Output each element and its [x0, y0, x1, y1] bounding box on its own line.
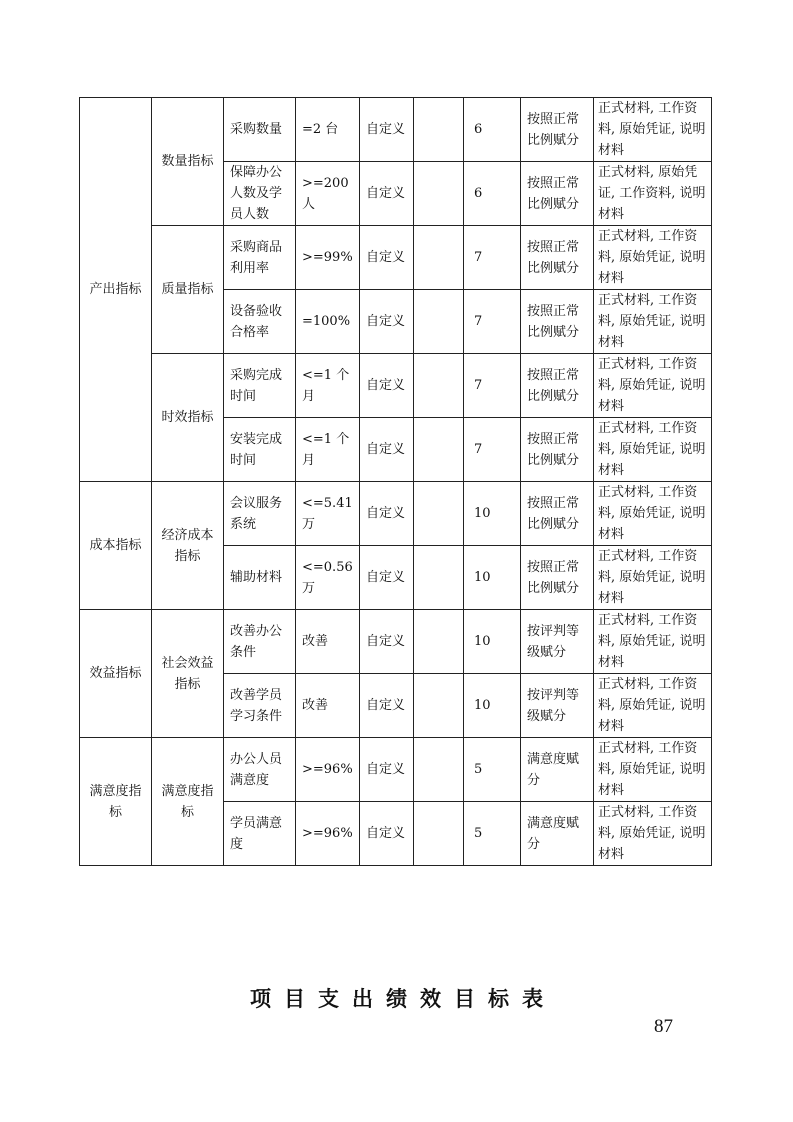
target-value-cell: >=96%	[296, 802, 360, 866]
indicator-nature-cell: 自定义	[360, 738, 414, 802]
level2-indicator-cell: 社会效益指标	[152, 610, 224, 738]
target-value-cell: >=96%	[296, 738, 360, 802]
scoring-method-cell: 按照正常比例赋分	[521, 354, 594, 418]
scoring-method-cell: 按照正常比例赋分	[521, 226, 594, 290]
score-cell: 7	[464, 354, 521, 418]
score-cell: 5	[464, 738, 521, 802]
evidence-cell: 正式材料, 工作资料, 原始凭证, 说明材料	[594, 802, 712, 866]
evidence-cell: 正式材料, 工作资料, 原始凭证, 说明材料	[594, 354, 712, 418]
blank-cell	[414, 674, 464, 738]
evidence-cell: 正式材料, 工作资料, 原始凭证, 说明材料	[594, 610, 712, 674]
target-value-cell: <=1 个月	[296, 354, 360, 418]
indicator-nature-cell: 自定义	[360, 482, 414, 546]
table-row	[80, 738, 712, 802]
indicator-name-cell: 保障办公人数及学员人数	[224, 162, 296, 226]
table-row	[80, 98, 712, 162]
scoring-method-cell: 满意度赋分	[521, 802, 594, 866]
document-title: 项目支出绩效目标表	[250, 987, 556, 1011]
blank-cell	[414, 162, 464, 226]
score-cell: 10	[464, 674, 521, 738]
indicator-nature-cell: 自定义	[360, 610, 414, 674]
level2-indicator-cell: 质量指标	[152, 226, 224, 354]
score-cell: 5	[464, 802, 521, 866]
scoring-method-cell: 满意度赋分	[521, 738, 594, 802]
score-cell: 7	[464, 226, 521, 290]
indicator-name-cell: 办公人员满意度	[224, 738, 296, 802]
target-value-cell: <=1 个月	[296, 418, 360, 482]
indicator-name-cell: 改善办公条件	[224, 610, 296, 674]
target-value-cell: <=0.56 万	[296, 546, 360, 610]
blank-cell	[414, 290, 464, 354]
blank-cell	[414, 482, 464, 546]
indicator-nature-cell: 自定义	[360, 226, 414, 290]
indicator-name-cell: 安装完成时间	[224, 418, 296, 482]
indicator-nature-cell: 自定义	[360, 98, 414, 162]
blank-cell	[414, 802, 464, 866]
indicator-name-cell: 设备验收合格率	[224, 290, 296, 354]
indicator-nature-cell: 自定义	[360, 802, 414, 866]
indicator-nature-cell: 自定义	[360, 418, 414, 482]
score-cell: 7	[464, 290, 521, 354]
scoring-method-cell: 按照正常比例赋分	[521, 546, 594, 610]
blank-cell	[414, 354, 464, 418]
indicator-name-cell: 会议服务系统	[224, 482, 296, 546]
indicator-name-cell: 学员满意度	[224, 802, 296, 866]
score-cell: 10	[464, 546, 521, 610]
score-cell: 6	[464, 162, 521, 226]
target-value-cell: 改善	[296, 674, 360, 738]
indicator-nature-cell: 自定义	[360, 354, 414, 418]
scoring-method-cell: 按照正常比例赋分	[521, 482, 594, 546]
blank-cell	[414, 610, 464, 674]
indicator-name-cell: 采购完成时间	[224, 354, 296, 418]
performance-indicator-table	[79, 97, 712, 866]
evidence-cell: 正式材料, 工作资料, 原始凭证, 说明材料	[594, 482, 712, 546]
level1-indicator-cell: 满意度指标	[80, 738, 152, 866]
scoring-method-cell: 按照正常比例赋分	[521, 418, 594, 482]
level1-indicator-cell: 效益指标	[80, 610, 152, 738]
indicator-name-cell: 辅助材料	[224, 546, 296, 610]
indicator-nature-cell: 自定义	[360, 290, 414, 354]
evidence-cell: 正式材料, 工作资料, 原始凭证, 说明材料	[594, 738, 712, 802]
indicator-name-cell: 改善学员学习条件	[224, 674, 296, 738]
evidence-cell: 正式材料, 原始凭证, 工作资料, 说明材料	[594, 162, 712, 226]
blank-cell	[414, 738, 464, 802]
scoring-method-cell: 按照正常比例赋分	[521, 290, 594, 354]
target-value-cell: 改善	[296, 610, 360, 674]
evidence-cell: 正式材料, 工作资料, 原始凭证, 说明材料	[594, 290, 712, 354]
table-row	[80, 226, 712, 290]
table-row	[80, 482, 712, 546]
table-row	[80, 354, 712, 418]
evidence-cell: 正式材料, 工作资料, 原始凭证, 说明材料	[594, 674, 712, 738]
score-cell: 10	[464, 610, 521, 674]
indicator-nature-cell: 自定义	[360, 162, 414, 226]
level1-indicator-cell: 产出指标	[80, 98, 152, 482]
indicator-name-cell: 采购商品利用率	[224, 226, 296, 290]
level2-indicator-cell: 数量指标	[152, 98, 224, 226]
evidence-cell: 正式材料, 工作资料, 原始凭证, 说明材料	[594, 226, 712, 290]
blank-cell	[414, 98, 464, 162]
scoring-method-cell: 按照正常比例赋分	[521, 162, 594, 226]
indicator-name-cell: 采购数量	[224, 98, 296, 162]
level1-indicator-cell: 成本指标	[80, 482, 152, 610]
page-number: 87	[654, 1016, 673, 1037]
target-value-cell: >=200 人	[296, 162, 360, 226]
blank-cell	[414, 418, 464, 482]
evidence-cell: 正式材料, 工作资料, 原始凭证, 说明材料	[594, 418, 712, 482]
score-cell: 7	[464, 418, 521, 482]
evidence-cell: 正式材料, 工作资料, 原始凭证, 说明材料	[594, 546, 712, 610]
target-value-cell: >=99%	[296, 226, 360, 290]
level2-indicator-cell: 时效指标	[152, 354, 224, 482]
scoring-method-cell: 按评判等级赋分	[521, 674, 594, 738]
scoring-method-cell: 按评判等级赋分	[521, 610, 594, 674]
table-body	[80, 98, 712, 866]
score-cell: 10	[464, 482, 521, 546]
level2-indicator-cell: 满意度指标	[152, 738, 224, 866]
evidence-cell: 正式材料, 工作资料, 原始凭证, 说明材料	[594, 98, 712, 162]
indicator-nature-cell: 自定义	[360, 674, 414, 738]
target-value-cell: =2 台	[296, 98, 360, 162]
blank-cell	[414, 546, 464, 610]
scoring-method-cell: 按照正常比例赋分	[521, 98, 594, 162]
level2-indicator-cell: 经济成本指标	[152, 482, 224, 610]
indicator-nature-cell: 自定义	[360, 546, 414, 610]
score-cell: 6	[464, 98, 521, 162]
target-value-cell: =100%	[296, 290, 360, 354]
target-value-cell: <=5.41 万	[296, 482, 360, 546]
table-row	[80, 610, 712, 674]
blank-cell	[414, 226, 464, 290]
